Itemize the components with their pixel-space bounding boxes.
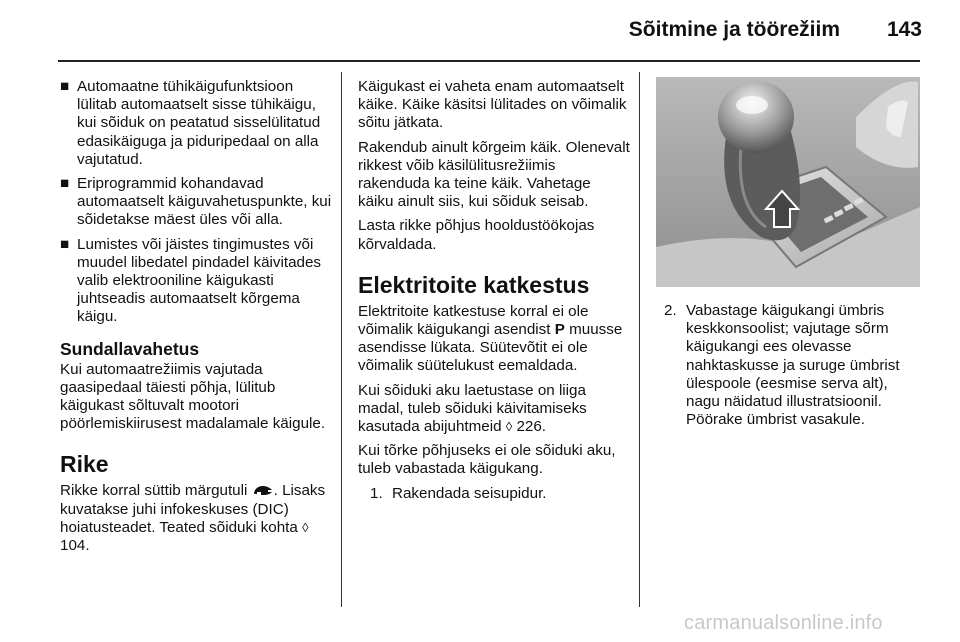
step-number: 1.: [370, 484, 383, 502]
fault-heading: Rike: [60, 451, 109, 478]
bullet-item: [60, 175, 332, 230]
bullet-marker: ■: [60, 175, 70, 193]
bullet-marker: ■: [60, 235, 70, 253]
power-paragraph-2: [358, 382, 630, 437]
bullet-text: Eriprogrammid kohandavad automaatselt käiguvahetuspunkte, kui sõidetakse mäest üles või alla.: [77, 175, 332, 229]
column-divider-1: [341, 72, 342, 607]
fault-continued-1: Käigukast ei vaheta enam automaatselt käike. Käike käsitsi lülitades on võimalik sõitu jätkata.: [358, 78, 627, 132]
column-3: [664, 302, 922, 435]
page-header-title: Sõitmine ja töörežiim: [628, 18, 840, 41]
column-divider-2: [639, 72, 640, 607]
gear-lever-illustration: [656, 77, 920, 287]
kickdown-heading: Sundallavahetus: [60, 338, 200, 359]
step-number: 2.: [664, 302, 677, 319]
power-paragraph-1: [358, 303, 630, 376]
power-text: Elektritoite katkestuse korral ei ole võimalik käigukangi asendist: [358, 302, 589, 339]
page-number: 143: [886, 18, 922, 41]
fault-continued-2: Rakendub ainult kõrgeim käik. Olenevalt rikkest võib käsilülitusrežiimis rakenduda ka teine käik. Vahetage käiku ainult siis, kui sõiduk seisab.: [358, 138, 630, 211]
step-text: Rakendada seisupidur.: [392, 484, 547, 502]
crossref-icon: ◊: [505, 419, 513, 435]
transmission-warning-icon: [252, 484, 274, 496]
bullet-marker: ■: [60, 78, 70, 95]
bullet-text: Automaatne tühikäigufunktsioon lülitab automaatselt sisse tühikäigu, kui sõiduk on peatatud sisselülitatud edasikäiguga ja piduripedaal on alla vajutatud.: [77, 78, 321, 168]
power-interruption-heading: Elektritoite katkestus: [358, 271, 590, 298]
column-2: [358, 78, 630, 509]
fault-text-2: Lisaks kuvatakse juhi infokeskuses (DIC) hoiatusteadet. Teated sõiduki kohta: [60, 482, 326, 536]
jump-start-page-ref[interactable]: 226.: [516, 418, 547, 436]
step-item: [370, 485, 630, 503]
fault-text-1: Rikke korral süttib märgutuli: [60, 482, 248, 500]
gear-lever-photo: [656, 77, 920, 287]
bullet-item: [60, 236, 332, 327]
kickdown-text: Kui automaatrežiimis vajutada gaasipedaal täiesti põhja, lülitub käigukast sõltuvalt mootori pöörlemiskiirusest madalamale käigule.: [60, 360, 326, 433]
park-position-label: P: [554, 321, 565, 339]
watermark: carmanualsonline.info: [684, 612, 883, 634]
power-paragraph-3: Kui tõrke põhjuseks ei ole sõiduki aku, tuleb vabastada käigukang.: [358, 442, 616, 478]
step-item: [664, 302, 922, 429]
step-text: Vabastage käigukangi ümbris keskkonsoolist; vajutage sõrm käigukangi ees olevasse nahktaskusse ja suruge ümbrist ülespoole (eesmise serva alt), nagu näidatud illustratsioonil. Pöörake ümbrist vasakule.: [686, 302, 900, 429]
fault-paragraph: Rikke korral süttib märgutuli . Lisaks kuvatakse juhi infokeskuses (DIC) hoiatusteadet. Teated sõiduki kohta ◊ 104.: [60, 482, 326, 555]
bullet-item: [60, 78, 332, 169]
fault-page-ref[interactable]: 104.: [60, 537, 90, 555]
bullet-text: Lumistes või jäistes tingimustes või muudel libedatel pindadel käivitades valib elektrooniline käigukasti juhtseadis automaatselt kõrgema käigu.: [77, 235, 322, 326]
power-text: muusse asendisse lükata. Süütevõtit ei ole võimalik süütelukust eemaldada.: [358, 321, 623, 375]
header-rule: [58, 60, 920, 62]
column-1: [60, 78, 332, 561]
power-text: Kui sõiduki aku laetustase on liiga madal, tuleb sõiduki käivitamiseks kasutada abijuhtmeid: [358, 381, 587, 436]
fault-continued-3: Lasta rikke põhjus hooldustöökojas kõrvaldada.: [358, 217, 595, 253]
crossref-icon: ◊: [302, 519, 309, 535]
